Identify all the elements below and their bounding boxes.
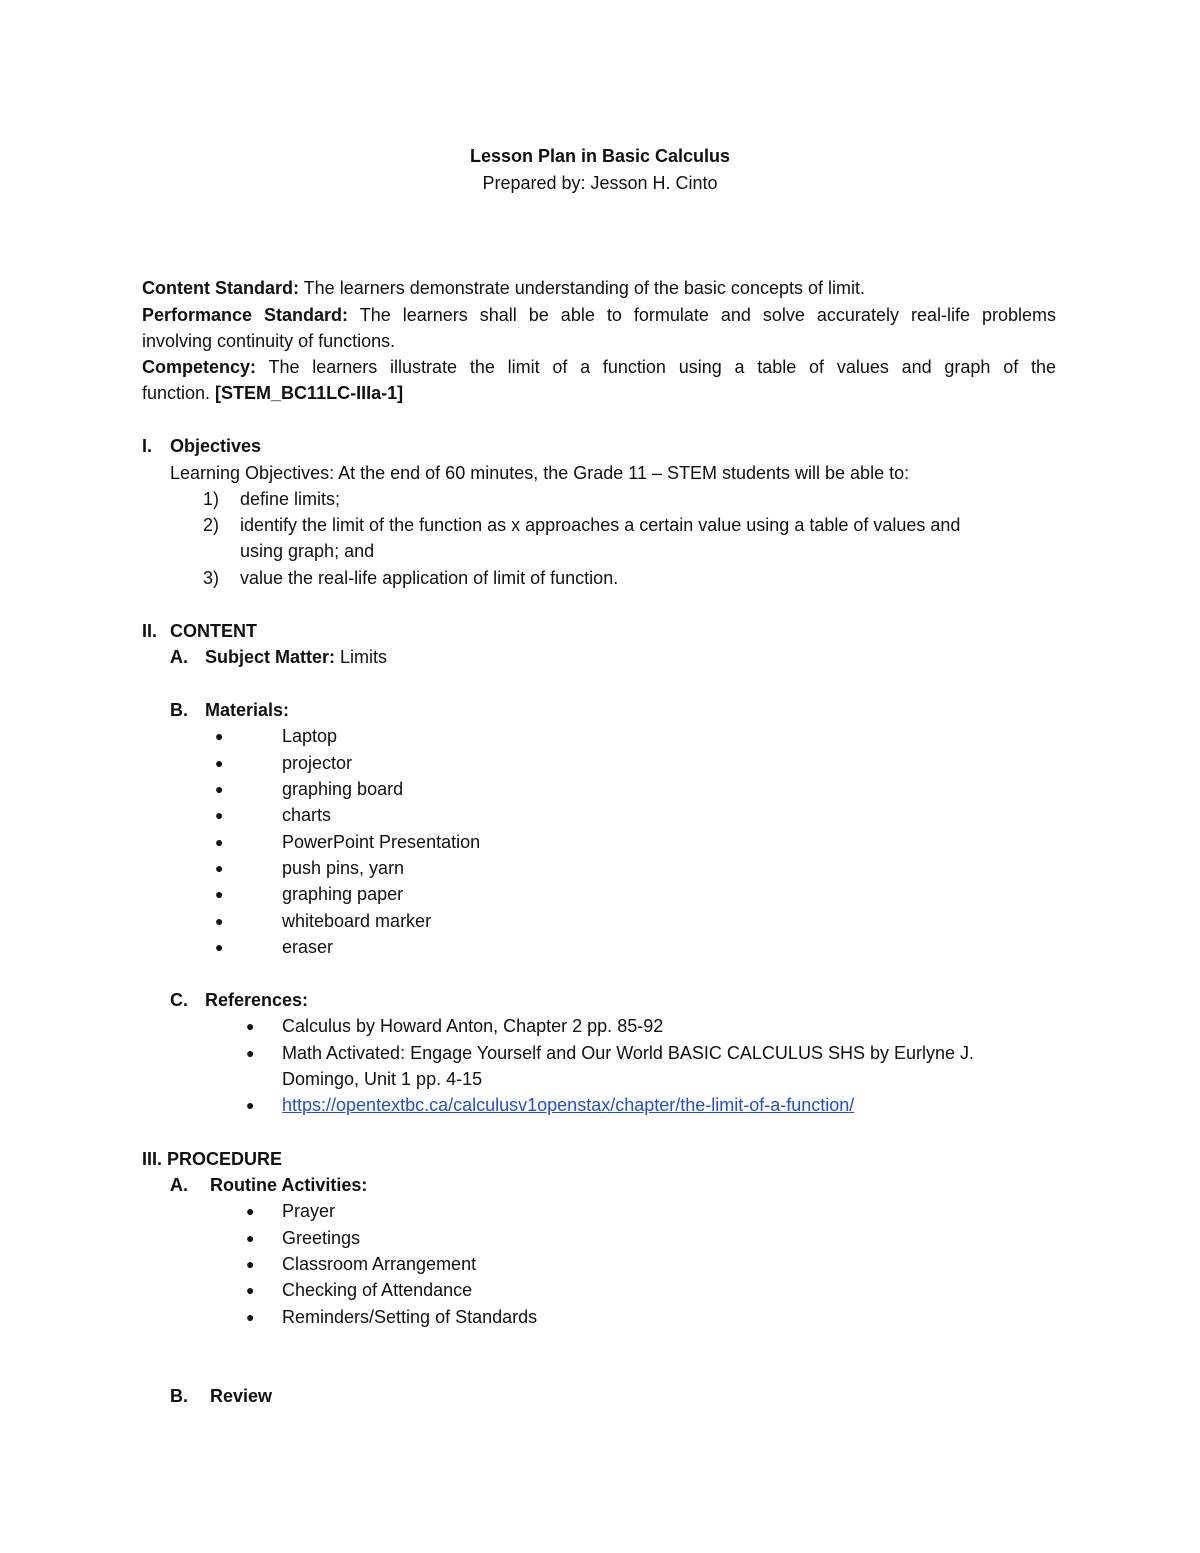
objective-number: 3) [203,568,220,588]
bullet-icon: ● [246,1230,255,1246]
objective-number: 1) [203,489,220,509]
bullet-icon: ● [246,1309,255,1325]
routine-label: Routine Activities: [210,1175,368,1195]
material-item: graphing board [282,779,404,799]
performance-standard-label: Performance Standard: [142,305,349,325]
bullet-icon: ● [215,834,224,850]
content-heading: CONTENT [170,621,257,641]
bullet-icon: ● [246,1018,255,1034]
references-letter: C. [170,990,188,1010]
content-standard-text: The learners demonstrate understanding of the basic concepts of limit. [299,278,865,298]
bullet-icon: ● [215,755,224,771]
material-item: whiteboard marker [282,911,432,931]
routine-letter: A. [170,1175,188,1195]
reference-link[interactable]: https://opentextbc.ca/calculusv1openstax/chapter/the-limit-of-a-function/ [282,1095,855,1115]
objective-item: value the real-life application of limit of function. [240,568,619,588]
content-standard-label: Content Standard: [142,278,299,298]
material-item: charts [282,805,332,825]
subject-matter [205,644,387,670]
routine-item: Prayer [282,1201,336,1221]
bullet-icon: ● [215,807,224,823]
content-standard [142,275,865,301]
bullet-icon: ● [215,781,224,797]
objective-item-continued: using graph; and [240,541,375,561]
content-numeral: II. [142,621,158,641]
competency-line1 [142,354,1056,380]
review-letter: B. [170,1386,188,1406]
bullet-icon: ● [215,939,224,955]
competency-label: Competency: [142,357,257,377]
references-label: References: [205,990,309,1010]
bullet-icon: ● [215,913,224,929]
objective-item: define limits; [240,489,341,509]
subject-matter-label: Subject Matter: [205,647,336,667]
bullet-icon: ● [246,1097,255,1113]
bullet-icon: ● [215,728,224,744]
objectives-intro: Learning Objectives: At the end of 60 minutes, the Grade 11 – STEM students will be able to: [170,463,910,483]
performance-standard-line1 [142,302,1056,328]
review-label: Review [210,1386,273,1406]
routine-item: Classroom Arrangement [282,1254,477,1274]
document-title: Lesson Plan in Basic Calculus [469,146,731,166]
performance-standard-line2: involving continuity of functions. [142,331,396,351]
performance-standard-text: The learners shall be able to formulate and solve accurately real-life problems [348,305,1056,325]
objective-number: 2) [203,515,220,535]
subject-letter: A. [170,647,188,667]
material-item: PowerPoint Presentation [282,832,481,852]
competency-text: The learners illustrate the limit of a function using a table of values and graph of the [256,357,1056,377]
competency-code: [STEM_BC11LC-IIIa-1] [215,383,404,403]
routine-item: Checking of Attendance [282,1280,473,1300]
routine-item: Reminders/Setting of Standards [282,1307,538,1327]
bullet-icon: ● [246,1045,255,1061]
material-item: projector [282,753,353,773]
procedure-heading: III. PROCEDURE [142,1149,283,1169]
competency-line2: function. [STEM_BC11LC-IIIa-1] [142,383,404,403]
objective-item: identify the limit of the function as x approaches a certain value using a table of values and [240,515,961,535]
bullet-icon: ● [215,860,224,876]
materials-letter: B. [170,700,188,720]
materials-label: Materials: [205,700,290,720]
reference-item: Calculus by Howard Anton, Chapter 2 pp. 85-92 [282,1016,664,1036]
material-item: push pins, yarn [282,858,405,878]
reference-link-item [282,1092,854,1118]
subject-matter-value: Limits [335,647,388,667]
routine-item: Greetings [282,1228,361,1248]
material-item: graphing paper [282,884,404,904]
objectives-numeral: I. [142,436,153,456]
bullet-icon: ● [246,1203,255,1219]
material-item: eraser [282,937,334,957]
bullet-icon: ● [246,1282,255,1298]
material-item: Laptop [282,726,338,746]
bullet-icon: ● [246,1256,255,1272]
bullet-icon: ● [215,886,224,902]
prepared-by: Prepared by: Jesson H. Cinto [482,173,718,193]
objectives-heading: Objectives [170,436,262,456]
reference-item-continued: Domingo, Unit 1 pp. 4-15 [282,1069,483,1089]
reference-item: Math Activated: Engage Yourself and Our World BASIC CALCULUS SHS by Eurlyne J. [282,1043,975,1063]
